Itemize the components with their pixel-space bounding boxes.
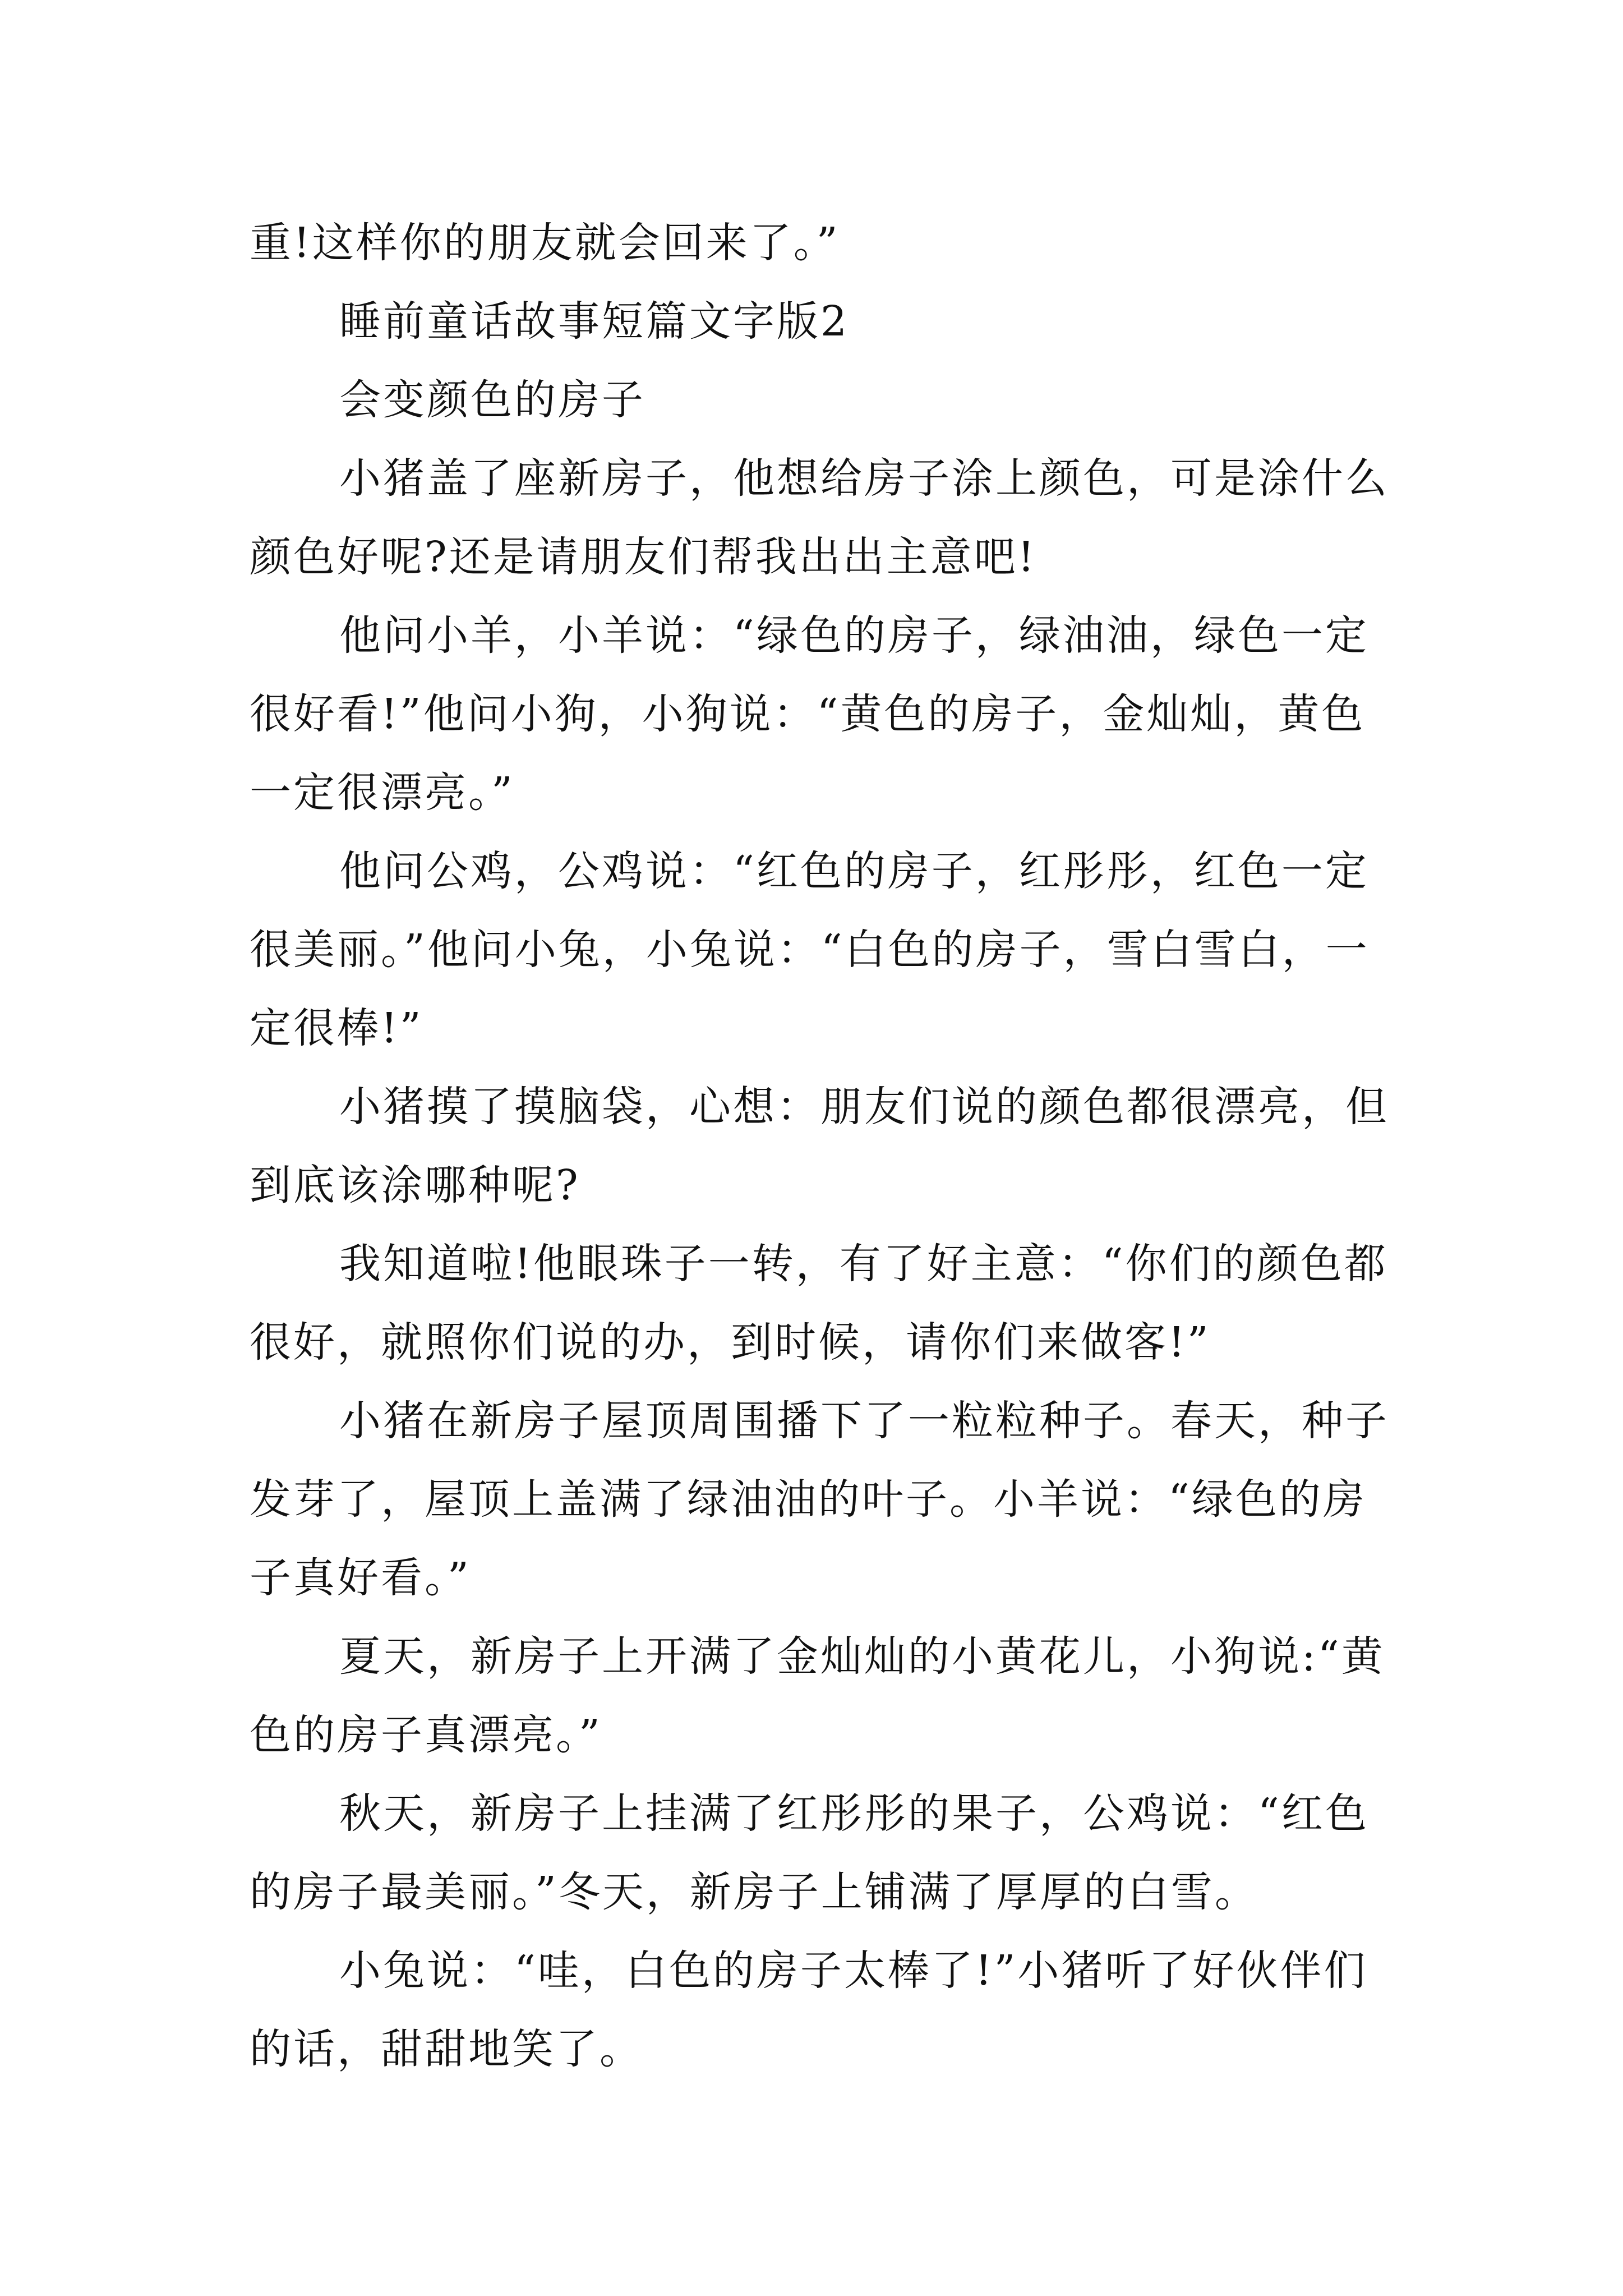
text-line: 他问小羊，小羊说：“绿色的房子，绿油油，绿色一定 <box>339 611 1369 660</box>
story-title: 会变颜色的房子 <box>339 376 645 424</box>
text-line: 很好看!”他问小狗，小狗说：“黄色的房子，金灿灿，黄色 <box>250 690 1366 738</box>
text-line: 一定很漂亮。” <box>250 769 515 817</box>
text-line: 很好，就照你们说的办，到时候，请你们来做客!” <box>250 1318 1211 1366</box>
text-line: 小猪摸了摸脑袋，心想：朋友们说的颜色都很漂亮，但 <box>339 1083 1389 1131</box>
text-line: 小兔说：“哇，白色的房子太棒了!”小猪听了好伙伴们 <box>339 1947 1368 1995</box>
text-line: 他问公鸡，公鸡说：“红色的房子，红彤彤，红色一定 <box>339 847 1369 895</box>
text-line: 夏天，新房子上开满了金灿灿的小黄花儿，小狗说:“黄 <box>339 1632 1385 1681</box>
text-line: 子真好看。” <box>250 1554 471 1602</box>
text-line: 很美丽。”他问小兔，小兔说：“白色的房子，雪白雪白，一 <box>250 926 1370 974</box>
section-heading: 睡前童话故事短篇文字版2 <box>339 297 850 346</box>
text-line: 我知道啦!他眼珠子一转，有了好主意：“你们的颜色都 <box>339 1240 1388 1288</box>
text-line: 秋天，新房子上挂满了红彤彤的果子，公鸡说：“红色 <box>339 1789 1369 1838</box>
text-line: 颜色好呢?还是请朋友们帮我出出主意吧! <box>250 533 1037 581</box>
text-line: 的话，甜甜地笑了。 <box>250 2025 643 2073</box>
text-line: 色的房子真漂亮。” <box>250 1711 602 1759</box>
text-line: 的房子最美丽。”冬天，新房子上铺满了厚厚的白雪。 <box>250 1868 1258 1916</box>
text-line: 发芽了，屋顶上盖满了绿油油的叶子。小羊说：“绿色的房 <box>250 1475 1367 1524</box>
text-line: 小猪盖了座新房子，他想给房子涂上颜色，可是涂什么 <box>339 454 1389 503</box>
text-line: 定很棒!” <box>250 1004 423 1052</box>
text-line: 重!这样你的朋友就会回来了。” <box>250 219 840 267</box>
text-line: 到底该涂哪种呢? <box>250 1161 580 1209</box>
text-line: 小猪在新房子屋顶周围播下了一粒粒种子。春天，种子 <box>339 1397 1389 1445</box>
